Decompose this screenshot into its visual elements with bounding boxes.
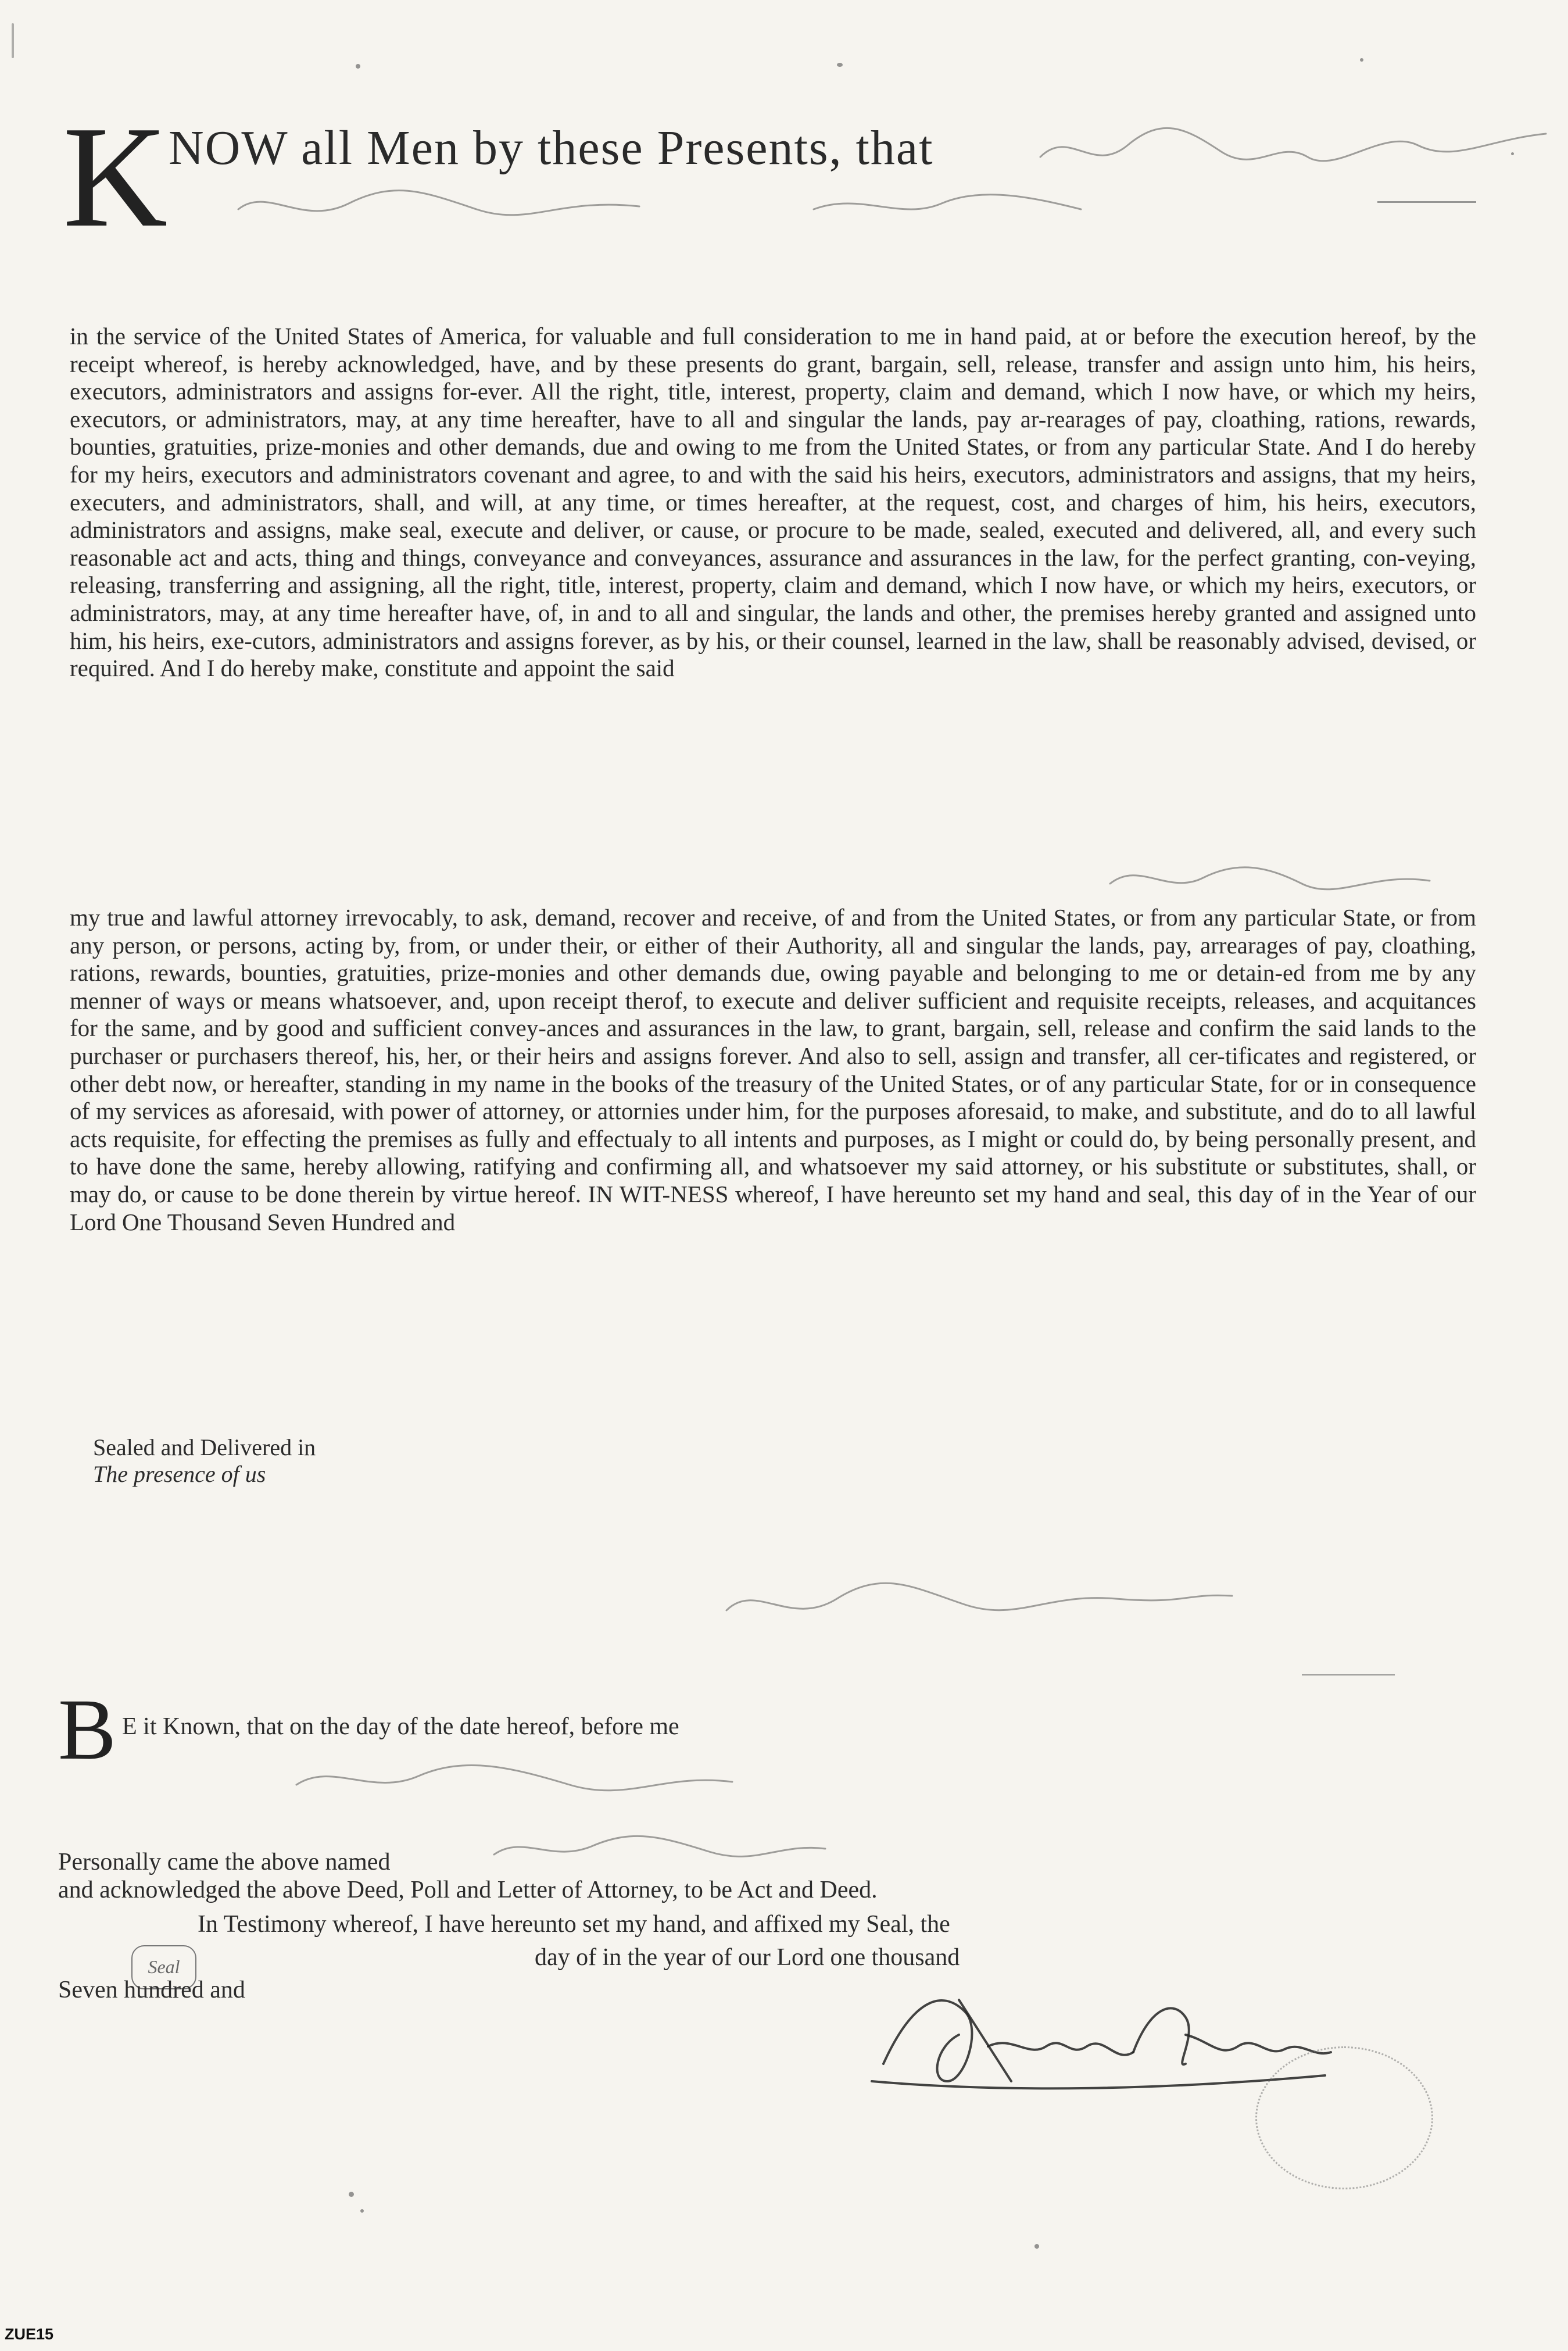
- seal-label: Seal: [131, 1945, 196, 1989]
- speck: [349, 2192, 354, 2197]
- headline: NOW all Men by these Presents, that: [169, 121, 934, 175]
- rule-line: [1377, 201, 1476, 203]
- speck: [837, 63, 843, 67]
- speck: [356, 64, 360, 69]
- acknowledgment-line-5: day of in the year of our Lord one thousand: [535, 1944, 960, 1971]
- drop-cap-b: B: [58, 1681, 117, 1778]
- drop-cap-k: K: [63, 97, 168, 258]
- margin-mark: [12, 23, 14, 58]
- acknowledgment-line-4: In Testimony whereof, I have hereunto set my hand, and affixed my Seal, the: [198, 1911, 950, 1938]
- handwriting-justice-name: [291, 1750, 814, 1808]
- document-code: ZUE15: [5, 2325, 54, 2343]
- embossed-seal-stamp: [1255, 2046, 1433, 2189]
- acknowledgment-line-6: Seven hundred and: [58, 1977, 245, 2003]
- sealed-delivered-line: Sealed and Delivered in: [93, 1434, 316, 1460]
- deed-body-paragraph-1: in the service of the United States of America, for valuable and full consideration to me in hand paid, at or before the execution hereof, by the receipt whereof, is hereby acknowledged, have, and by these presents do grant, bargain, sell, release, transfer and assign unto him, his heirs, executors, administrators and assigns for-ever. All the right, title, interest, property, claim and demand, which I now have, or which my heirs, executors, or administrators, may, at any time hereafter, have to all and singular the lands, pay ar-rearages of pay, cloathing, rations, rewards, bounties, gratuities, prize-monies and other demands, due and owing to me from the United States, or from any particular State. And I do hereby for my heirs, executors and administrators covenant and agree, to and with the said his heirs, executors, administrators and assigns, that my heirs, executers, and administrators, shall, and will, at any time, or times hereafter, at the request, cost, and charges of him, his heirs, executors, administrators and assigns, make seal, execute and deliver, or cause, or procure to be made, sealed, executed and delivered, all, and every such reasonable act and acts, thing and things, conveyance and conveyances, assurance and assurances in the law, for the perfect granting, con-veying, releasing, transferring and assigning, all the right, title, interest, property, claim and demand, which I now have, or which my heirs, executors, or administrators, may, at any time hereafter have, of, in and to all and singular, the lands and other, the premises hereby granted and assigned unto him, his heirs, exe-cutors, administrators and assigns forever, as by his, or their counsel, learned in the law, shall be reasonably advised, devised, or required. And I do hereby make, constitute and appoint the said: [70, 323, 1476, 682]
- acknowledgment-line-1: E it Known, that on the day of the date hereof, before me: [122, 1713, 679, 1740]
- acknowledgment-line-3: and acknowledged the above Deed, Poll and Letter of Attorney, to be Act and Deed.: [58, 1877, 878, 1903]
- presence-line: The presence of us: [93, 1461, 266, 1487]
- handwriting-attorney-name: [1104, 855, 1499, 901]
- handwriting-grantor-name: [1034, 105, 1558, 186]
- speck: [360, 2209, 364, 2213]
- handwriting-witness-signature: [721, 1564, 1244, 1639]
- deed-body-paragraph-2: my true and lawful attorney irrevocably, to ask, demand, recover and receive, of and from the United States, or from any particular State, or from any person, or persons, acting by, from, or under their, or either of their Authority, all and singular the lands, pay, arrearages of pay, cloathing, rations, rewards, bounties, gratuities, prize-monies and other demands due, owing payable and belonging to me or detain-ed from me by any menner of ways or means whatsoever, and, upon receipt therof, to execute and deliver sufficient and requisite receipts, releases, and acquitances for the same, and by good and sufficient convey-ances and assurances in the law, to grant, bargain, sell, release and confirm the said lands to the purchaser or purchasers thereof, his, her, or their heirs and assigns forever. And also to sell, assign and transfer, all cer-tificates and registered, or other debt now, or hereafter, standing in my name in the books of the treasury of the United States, or of any particular State, for or in consequence of my services as aforesaid, with power of attorney, or attornies under him, for the purposes aforesaid, to make, and substitute, and do to all lawful acts requisite, for effecting the premises as fully and effectualy to all intents and purposes, as I might or could do, by being personally present, and to have done the same, hereby allowing, ratifying and confirming all, and whatsoever my said attorney, or his substitute or substitutes, shall, or may do, or cause to be done therein by virtue hereof. IN WIT-NESS whereof, I have hereunto set my hand and seal, this day of in the Year of our Lord One Thousand Seven Hundred and: [70, 904, 1476, 1235]
- speck: [1034, 2244, 1039, 2249]
- speck: [1360, 58, 1363, 62]
- handwriting-named-party: [488, 1825, 837, 1872]
- acknowledgment-line-2: Personally came the above named: [58, 1849, 391, 1875]
- handwriting-name-line: [232, 174, 1220, 238]
- rule-line: [1302, 1674, 1395, 1675]
